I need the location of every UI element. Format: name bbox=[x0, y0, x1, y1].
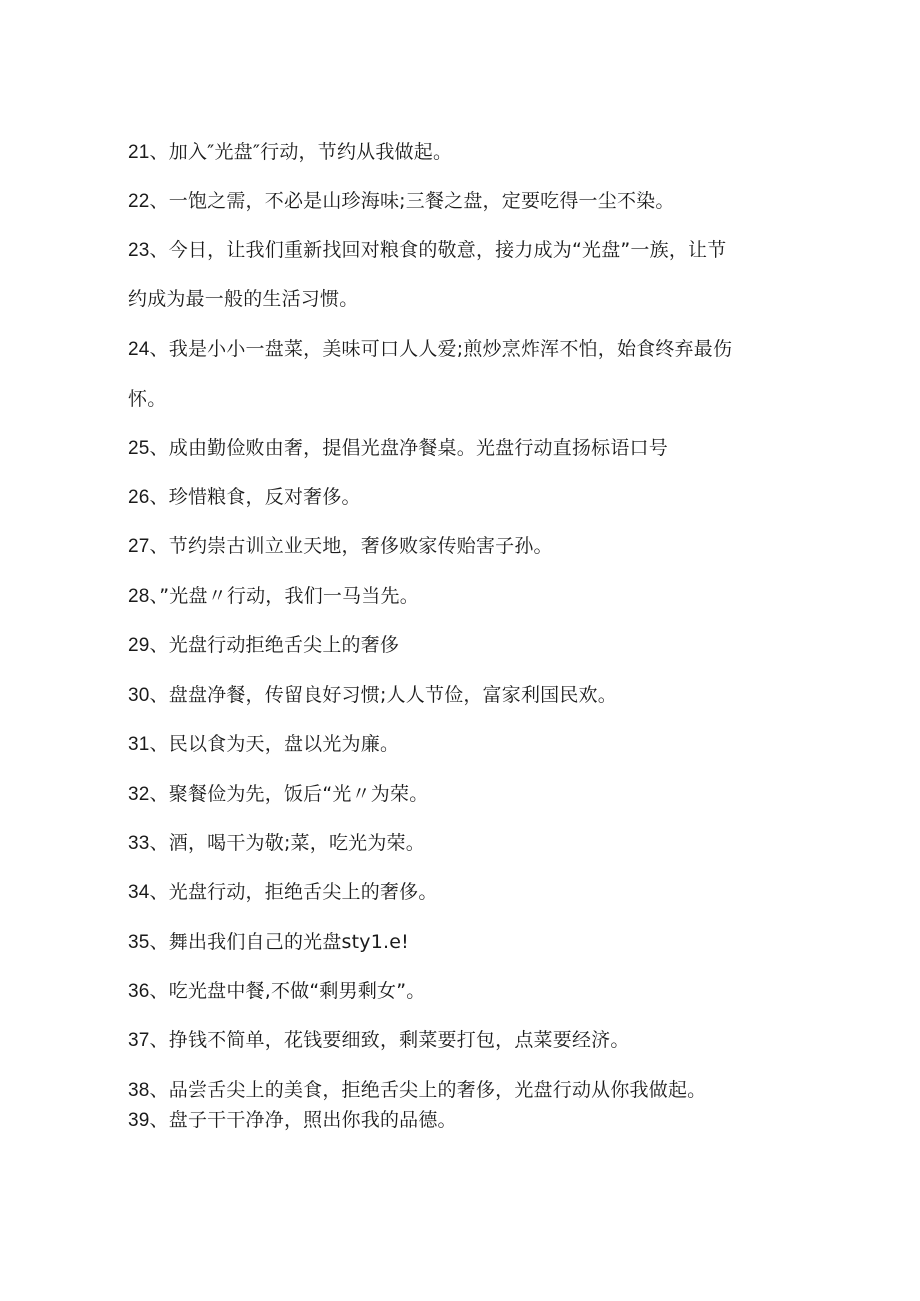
slogan-line-38: 38、品尝舌尖上的美食，拒绝舌尖上的奢侈，光盘行动从你我做起。 bbox=[128, 1079, 707, 1101]
slogan-line-26: 26、珍惜粮食，反对奢侈。 bbox=[128, 486, 361, 508]
slogan-line-32: 32、聚餐俭为先，饭后“光〃为荣。 bbox=[128, 783, 429, 805]
slogan-line-34: 34、光盘行动，拒绝舌尖上的奢侈。 bbox=[128, 881, 438, 903]
slogan-line-21: 21、加入″光盘″行动，节约从我做起。 bbox=[128, 141, 453, 163]
slogan-line-33: 33、酒，喝干为敬;菜，吃光为荣。 bbox=[128, 832, 425, 854]
slogan-line-39: 39、盘子干干净净，照出你我的品德。 bbox=[128, 1109, 457, 1131]
slogan-line-22: 22、一饱之需，不必是山珍海味;三餐之盘，定要吃得一尘不染。 bbox=[128, 190, 675, 212]
slogan-line-24-cont: 怀。 bbox=[128, 388, 167, 410]
slogan-line-31: 31、民以食为天，盘以光为廉。 bbox=[128, 733, 400, 755]
slogan-line-25: 25、成由勤俭败由奢，提倡光盘净餐桌。光盘行动直扬标语口号 bbox=[128, 437, 668, 459]
slogan-line-23: 23、今日，让我们重新找回对粮食的敬意，接力成为“光盘”一族，让节 bbox=[128, 239, 727, 261]
slogan-line-35: 35、舞出我们自己的光盘sty1.e! bbox=[128, 931, 409, 953]
slogan-line-23-cont: 约成为最一般的生活习惯。 bbox=[128, 288, 359, 310]
slogan-line-27: 27、节约崇古训立业天地，奢侈败家传贻害子孙。 bbox=[128, 535, 553, 557]
slogan-line-29: 29、光盘行动拒绝舌尖上的奢侈 bbox=[128, 634, 400, 656]
slogan-line-28: 28、”光盘〃行动，我们一马当先。 bbox=[128, 585, 419, 607]
slogan-line-30: 30、盘盘净餐，传留良好习惯;人人节俭，富家利国民欢。 bbox=[128, 684, 617, 706]
slogan-line-37: 37、挣钱不简单，花钱要细致，剩菜要打包，点菜要经济。 bbox=[128, 1029, 630, 1051]
slogan-line-36: 36、吃光盘中餐,不做“剩男剩女”。 bbox=[128, 980, 426, 1002]
slogan-line-24: 24、我是小小一盘菜，美味可口人人爱;煎炒烹炸浑不怕，始食终弃最伤 bbox=[128, 338, 733, 360]
